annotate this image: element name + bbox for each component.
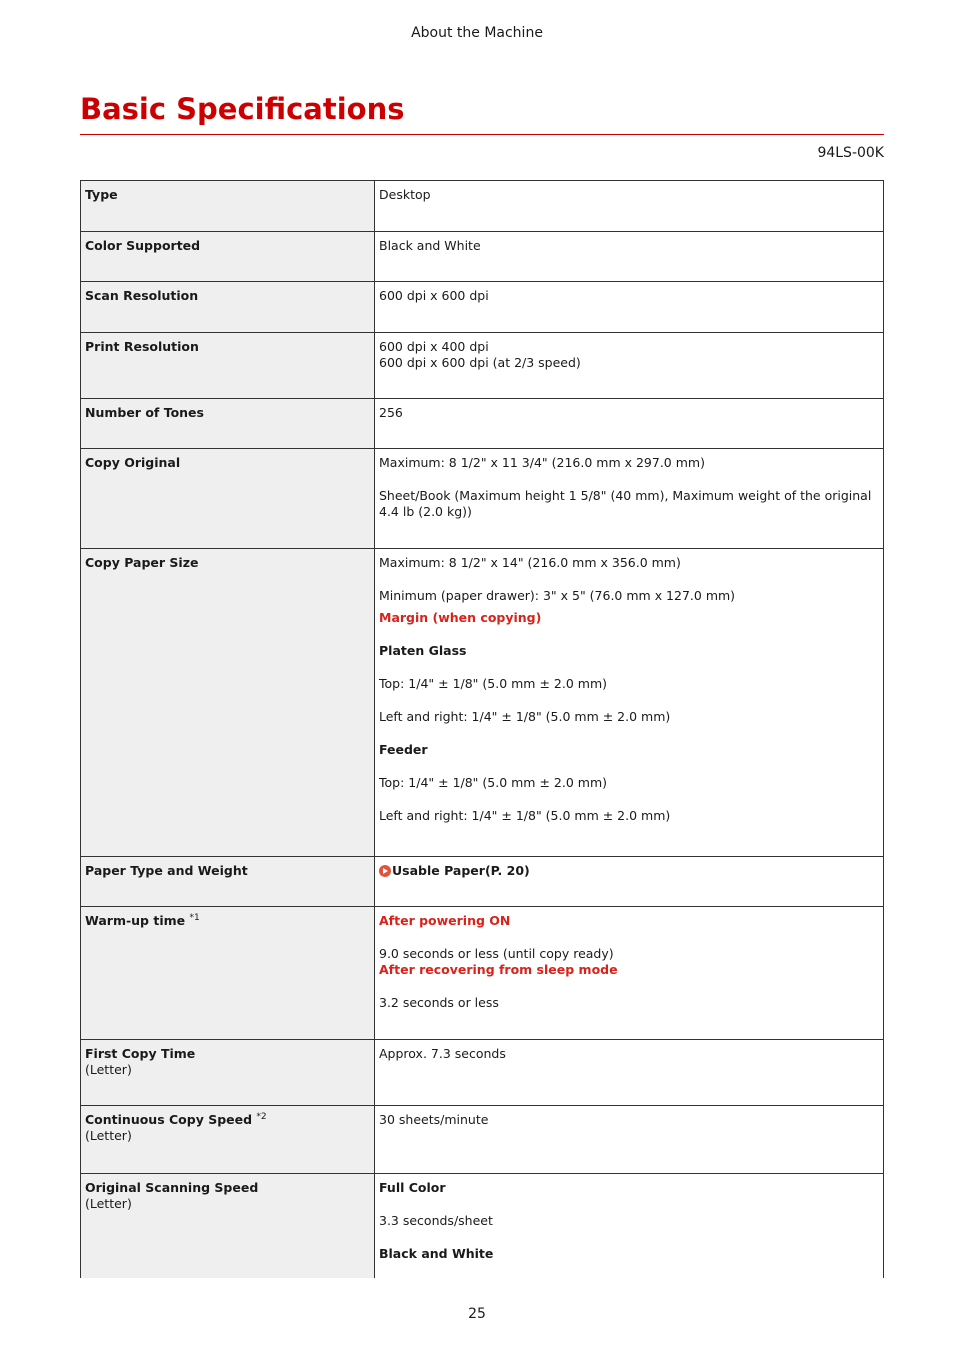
- spec-label-cell: [81, 907, 375, 1040]
- table-row: [81, 549, 884, 857]
- spec-label: Print Resolution: [85, 339, 199, 354]
- specifications-table: [80, 180, 884, 1278]
- subheading-full-color: Full Color: [379, 1180, 446, 1195]
- spec-label: Scan Resolution: [85, 288, 199, 303]
- subheading-after-powering-on: After powering ON: [379, 913, 511, 928]
- usable-paper-link-text: Usable Paper(P. 20): [392, 863, 530, 878]
- subheading-after-sleep: After recovering from sleep mode: [379, 962, 618, 977]
- spec-value-cell: [375, 1106, 884, 1174]
- spec-value: 3.3 seconds/sheet: [379, 1213, 493, 1228]
- spec-value-cell: [375, 399, 884, 449]
- spec-label: Color Supported: [85, 238, 201, 253]
- document-code: 94LS-00K: [817, 145, 884, 161]
- spec-value: Left and right: 1/4" ± 1/8" (5.0 mm ± 2.0 mm): [379, 808, 671, 823]
- table-row: [81, 1040, 884, 1106]
- spec-label: Paper Type and Weight: [85, 863, 248, 878]
- spec-sublabel: (Letter): [85, 1196, 132, 1211]
- spec-label: Copy Paper Size: [85, 555, 199, 570]
- table-row: [81, 232, 884, 282]
- spec-value: Approx. 7.3 seconds: [379, 1046, 506, 1061]
- spec-label-cell: [81, 1106, 375, 1174]
- subheading-feeder: Feeder: [379, 742, 428, 757]
- spec-value: Black and White: [379, 238, 481, 253]
- spec-label: Type: [85, 187, 118, 202]
- footnote-marker: *2: [256, 1111, 267, 1122]
- spec-sublabel: (Letter): [85, 1062, 132, 1077]
- spec-value: Top: 1/4" ± 1/8" (5.0 mm ± 2.0 mm): [379, 676, 607, 691]
- spec-label: First Copy Time: [85, 1046, 196, 1061]
- spec-label: Number of Tones: [85, 405, 204, 420]
- table-row: [81, 449, 884, 549]
- spec-label-cell: [81, 282, 375, 333]
- spec-value-cell: [375, 907, 884, 1040]
- spec-value: Maximum: 8 1/2" x 11 3/4" (216.0 mm x 297.0 mm): [379, 455, 705, 470]
- running-header: About the Machine: [411, 25, 543, 41]
- table-row: [81, 333, 884, 399]
- spec-value: Maximum: 8 1/2" x 14" (216.0 mm x 356.0 mm): [379, 555, 681, 570]
- usable-paper-link[interactable]: [379, 863, 530, 878]
- spec-value: 3.2 seconds or less: [379, 995, 499, 1010]
- spec-label-cell: [81, 1040, 375, 1106]
- spec-value-cell: [375, 282, 884, 333]
- spec-value-cell: [375, 232, 884, 282]
- subheading-margin: Margin (when copying): [379, 610, 542, 625]
- subheading-black-and-white: Black and White: [379, 1246, 494, 1261]
- spec-label-cell: [81, 333, 375, 399]
- footnote-marker: *1: [189, 912, 200, 923]
- spec-sublabel: (Letter): [85, 1128, 132, 1143]
- title-divider: [80, 134, 884, 135]
- spec-label: Original Scanning Speed: [85, 1180, 259, 1195]
- spec-value: 9.0 seconds or less (until copy ready): [379, 946, 614, 961]
- spec-value: Left and right: 1/4" ± 1/8" (5.0 mm ± 2.0 mm): [379, 709, 671, 724]
- spec-value: 600 dpi x 600 dpi: [379, 288, 489, 303]
- spec-value-cell: [375, 549, 884, 857]
- spec-value-cell: [375, 333, 884, 399]
- table-row: [81, 399, 884, 449]
- spec-value: 600 dpi x 400 dpi: [379, 339, 489, 354]
- spec-label-text: Continuous Copy Speed: [85, 1112, 253, 1127]
- spec-label: [85, 913, 370, 929]
- table-row: [81, 1174, 884, 1278]
- table-row: [81, 907, 884, 1040]
- spec-label-cell: [81, 549, 375, 857]
- spec-value: 256: [379, 405, 403, 420]
- spec-value: Top: 1/4" ± 1/8" (5.0 mm ± 2.0 mm): [379, 775, 607, 790]
- spec-value-cell: [375, 857, 884, 907]
- table-row: [81, 1106, 884, 1174]
- spec-label: [85, 1112, 370, 1128]
- spec-value-cell: [375, 1174, 884, 1278]
- table-row: [81, 857, 884, 907]
- table-row: [81, 282, 884, 333]
- page-title: Basic Specifications: [80, 92, 405, 126]
- spec-value-cell: [375, 1040, 884, 1106]
- subheading-platen-glass: Platen Glass: [379, 643, 467, 658]
- spec-label-cell: [81, 449, 375, 549]
- table-row: [81, 181, 884, 232]
- spec-value: Desktop: [379, 187, 431, 202]
- spec-label-cell: [81, 1174, 375, 1278]
- spec-value: 30 sheets/minute: [379, 1112, 489, 1127]
- spec-label-cell: [81, 399, 375, 449]
- spec-value-cell: [375, 181, 884, 232]
- page-number: 25: [468, 1306, 486, 1322]
- spec-value: Sheet/Book (Maximum height 1 5/8" (40 mm), Maximum weight of the original 4.4 lb (2.0 kg)): [379, 488, 872, 519]
- spec-value: Minimum (paper drawer): 3" x 5" (76.0 mm x 127.0 mm): [379, 588, 736, 603]
- spec-label-text: Warm-up time: [85, 913, 186, 928]
- spec-value-cell: [375, 449, 884, 549]
- arrow-circle-icon: [379, 865, 391, 877]
- spec-label: Copy Original: [85, 455, 181, 470]
- spec-label-cell: [81, 232, 375, 282]
- spec-value: 600 dpi x 600 dpi (at 2/3 speed): [379, 355, 581, 370]
- spec-label-cell: [81, 181, 375, 232]
- spec-label-cell: [81, 857, 375, 907]
